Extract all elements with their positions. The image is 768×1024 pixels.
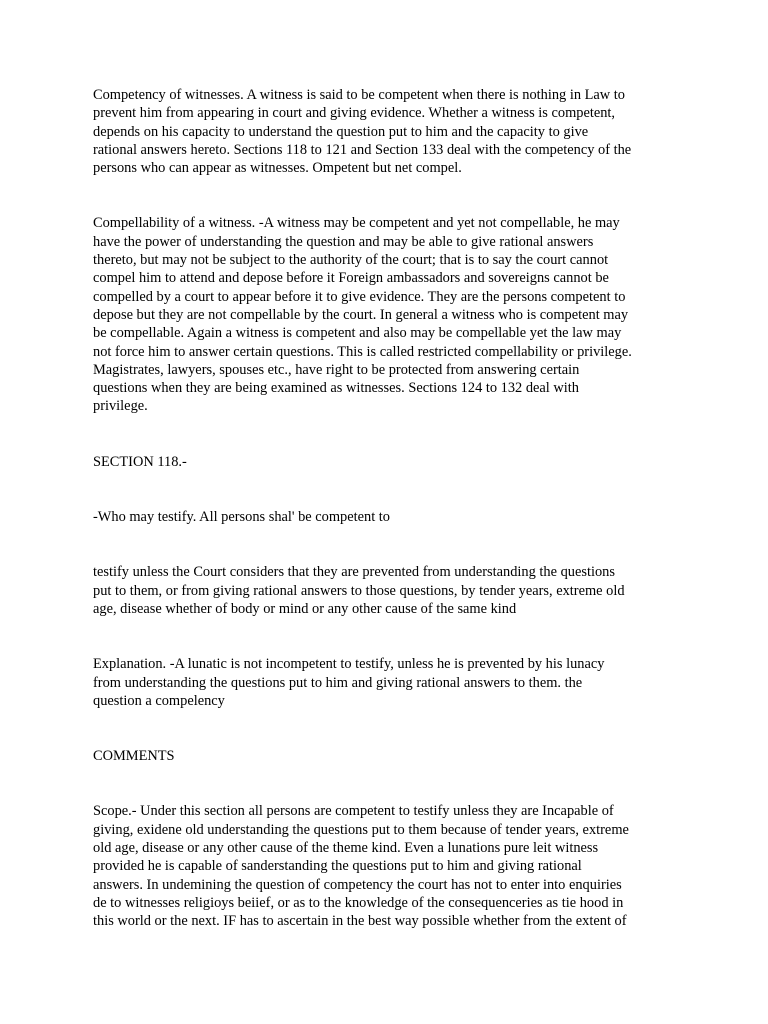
- paragraph-spacer: [93, 618, 683, 655]
- paragraph-spacer: [93, 765, 683, 802]
- paragraph-spacer: [93, 710, 683, 747]
- text-line: COMMENTS: [93, 748, 175, 765]
- text-line: thereto, but may not be subject to the authority of the court; that is to say the court cannot: [93, 252, 609, 269]
- text-line: privilege.: [93, 398, 148, 415]
- text-line: giving, exidene old understanding the questions put to them because of tender years, extreme: [93, 821, 629, 838]
- text-line: answers. In undemining the question of competency the court has not to enter into enquiries: [93, 876, 622, 893]
- text-line: Compellability of a witness. -A witness may be competent and yet not compellable, he may: [93, 215, 620, 232]
- text-line: rational answers hereto. Sections 118 to 121 and Section 133 deal with the competency of the: [93, 141, 632, 158]
- text-line: compel him to attend and depose before it Foreign ambassadors and sovereigns cannot be: [93, 270, 609, 287]
- paragraph-testify: [93, 563, 683, 618]
- text-line: old age, disease or any other cause of the theme kind. Even a lunations pure leit witness: [93, 840, 599, 857]
- text-line: testify unless the Court considers that they are prevented from understanding the questions: [93, 564, 615, 581]
- text-line: -Who may testify. All persons shal' be competent to: [93, 509, 391, 526]
- paragraph-competency: [93, 86, 683, 177]
- text-line: Explanation. -A lunatic is not incompetent to testify, unless he is prevented by his lunacy: [93, 656, 605, 673]
- paragraph-compellability: [93, 214, 683, 415]
- paragraph-scope: [93, 802, 683, 930]
- text-line: have the power of understanding the question and may be able to give rational answers: [93, 233, 594, 250]
- text-line: Scope.- Under this section all persons are competent to testify unless they are Incapable of: [93, 803, 614, 820]
- text-line: Competency of witnesses. A witness is said to be competent when there is nothing in Law to: [93, 87, 625, 103]
- paragraph-spacer: [93, 471, 683, 508]
- text-line: question a compelency: [93, 692, 225, 709]
- paragraph-who-may-testify: [93, 508, 683, 526]
- document-page: [93, 86, 683, 931]
- text-line: age, disease whether of body or mind or any other cause of the same kind: [93, 600, 517, 617]
- text-line: provided he is capable of sanderstanding the questions put to him and giving rational: [93, 858, 582, 875]
- paragraph-spacer: [93, 416, 683, 453]
- text-line: from understanding the questions put to him and giving rational answers to them. the: [93, 674, 583, 691]
- text-line: put to them, or from giving rational answers to those questions, by tender years, extreme old: [93, 582, 625, 599]
- text-line: depends on his capacity to understand the question put to him and the capacity to give: [93, 123, 589, 140]
- text-line: de to witnesses religioys beiief, or as to the knowledge of the consequenceries as tie hood in: [93, 894, 624, 911]
- text-line: prevent him from appearing in court and giving evidence. Whether a witness is competent,: [93, 105, 616, 122]
- text-line: be compellable. Again a witness is competent and also may be compellable yet the law may: [93, 325, 622, 342]
- text-line: this world or the next. IF has to ascertain in the best way possible whether from the extent of: [93, 913, 627, 930]
- paragraph-explanation: [93, 655, 683, 710]
- paragraph-spacer: [93, 526, 683, 563]
- text-line: questions when they are being examined as witnesses. Sections 124 to 132 deal with: [93, 380, 579, 397]
- paragraph-spacer: [93, 177, 683, 214]
- text-line: persons who can appear as witnesses. Ompetent but net compel.: [93, 160, 462, 177]
- text-line: SECTION 118.-: [93, 453, 187, 470]
- comments-heading: [93, 747, 683, 765]
- text-line: compelled by a court to appear before it to give evidence. They are the persons competent to: [93, 288, 626, 305]
- section-heading: [93, 453, 683, 471]
- text-line: Magistrates, lawyers, spouses etc., have right to be protected from answering certain: [93, 361, 580, 378]
- text-line: not force him to answer certain questions. This is called restricted compellability or privilege.: [93, 343, 632, 360]
- text-line: depose but they are not compellable by the court. In general a witness who is competent may: [93, 306, 629, 323]
